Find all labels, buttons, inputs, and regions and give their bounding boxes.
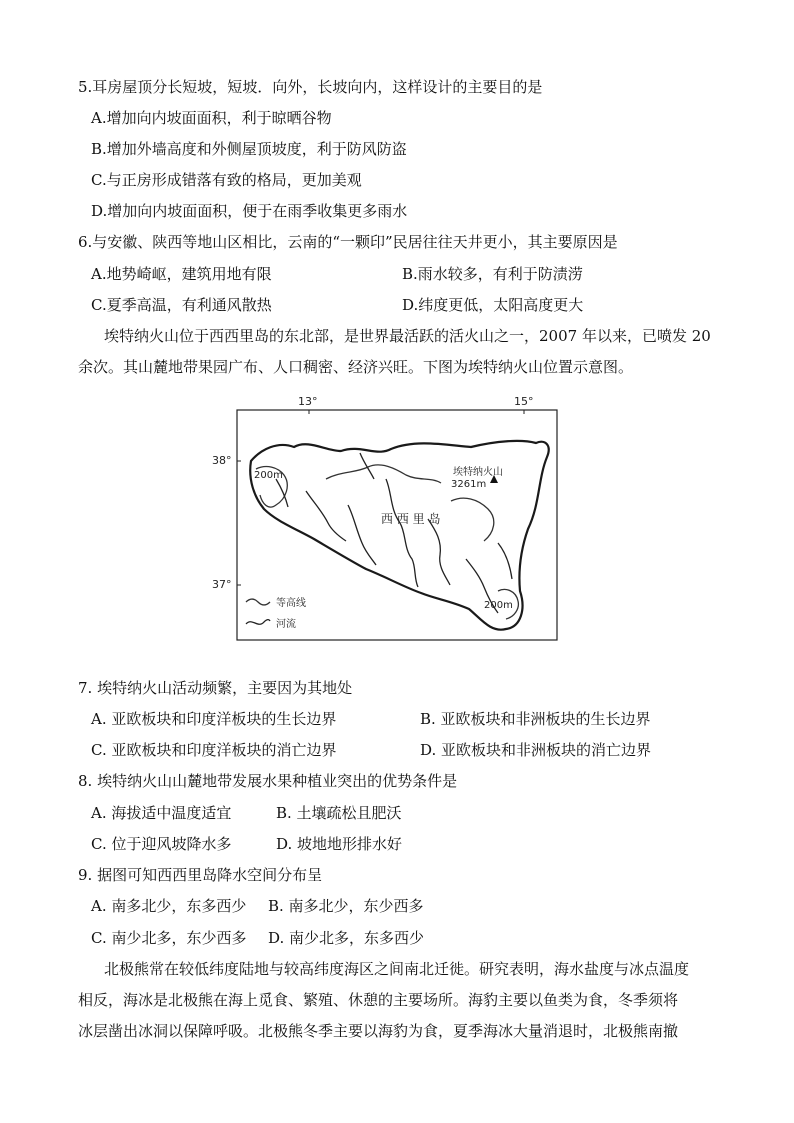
legend-river-icon bbox=[246, 620, 270, 625]
contour-line-central bbox=[326, 465, 441, 483]
q7-option-b: B. 亚欧板块和非洲板块的生长边界 bbox=[420, 710, 651, 728]
q7-option-a: A. 亚欧板块和印度洋板块的生长边界 bbox=[91, 710, 337, 728]
q7-option-c: C. 亚欧板块和印度洋板块的消亡边界 bbox=[91, 741, 337, 759]
q8-option-d: D. 坡地地形排水好 bbox=[276, 835, 403, 853]
map-contour-label-se: 200m bbox=[484, 600, 513, 611]
q5-stem: 5.耳房屋顶分长短坡，短坡．向外，长坡向内，这样设计的主要目的是 bbox=[78, 78, 543, 96]
river bbox=[428, 519, 450, 585]
map-volcano-name: 埃特纳火山 bbox=[453, 467, 503, 478]
q7-stem: 7. 埃特纳火山活动频繁，主要因为其地处 bbox=[78, 679, 353, 697]
q6-option-d: D.纬度更低，太阳高度更大 bbox=[402, 296, 584, 314]
map-lon-15: 15° bbox=[514, 395, 534, 408]
map-island-name: 西 西 里 岛 bbox=[381, 512, 441, 526]
q8-option-b: B. 土壤疏松且肥沃 bbox=[276, 804, 402, 822]
etna-location-map bbox=[212, 395, 558, 641]
polar-passage-line-3: 冰层凿出冰洞以保障呼吸。北极熊冬季主要以海豹为食，夏季海冰大量消退时，北极熊南撤 bbox=[78, 1022, 679, 1040]
map-svg bbox=[236, 409, 558, 655]
polar-passage-line-1: 北极熊常在较低纬度陆地与较高纬度海区之间南北迁徙。研究表明，海水盐度与冰点温度 bbox=[104, 960, 690, 978]
q8-option-c: C. 位于迎风坡降水多 bbox=[91, 835, 232, 853]
q5-option-a: A.增加向内坡面面积，利于晾晒谷物 bbox=[91, 109, 332, 127]
q9-stem: 9. 据图可知西西里岛降水空间分布呈 bbox=[78, 866, 323, 884]
q5-option-c: C.与正房形成错落有致的格局，更加美观 bbox=[91, 171, 362, 189]
map-lat-37: 37° bbox=[212, 578, 232, 591]
river bbox=[306, 491, 346, 541]
map-lat-38: 38° bbox=[212, 454, 232, 467]
river bbox=[348, 505, 376, 565]
q8-stem: 8. 埃特纳火山山麓地带发展水果种植业突出的优势条件是 bbox=[78, 772, 458, 790]
contour-line-east bbox=[451, 498, 494, 541]
q9-option-c: C. 南少北多，东少西多 bbox=[91, 929, 247, 947]
q8-option-a: A. 海拔适中温度适宜 bbox=[91, 804, 232, 822]
etna-passage-line-2: 余次。其山麓地带果园广布、人口稠密、经济兴旺。下图为埃特纳火山位置示意图。 bbox=[78, 358, 634, 376]
etna-passage-line-1: 埃特纳火山位于西西里岛的东北部，是世界最活跃的活火山之一，2007 年以来，已喷发 20 bbox=[104, 327, 711, 345]
map-contour-label-nw: 200m bbox=[254, 470, 283, 481]
q9-option-d: D. 南少北多，东多西少 bbox=[268, 929, 425, 947]
q6-option-c: C.夏季高温，有利通风散热 bbox=[91, 296, 272, 314]
q6-option-b: B.雨水较多，有利于防渍涝 bbox=[402, 265, 583, 283]
q6-stem: 6.与安徽、陕西等地山区相比，云南的“一颗印”民居往往天井更小，其主要原因是 bbox=[78, 233, 618, 251]
river bbox=[498, 543, 512, 579]
legend-contour-icon bbox=[246, 599, 270, 605]
q5-option-b: B.增加外墙高度和外侧屋顶坡度，利于防风防盗 bbox=[91, 140, 407, 158]
legend-contour-label: 等高线 bbox=[276, 598, 306, 609]
q5-option-d: D.增加向内坡面面积，便于在雨季收集更多雨水 bbox=[91, 202, 408, 220]
map-volcano-elevation: 3261m bbox=[451, 479, 487, 490]
river bbox=[386, 479, 418, 587]
q6-option-a: A.地势崎岖，建筑用地有限 bbox=[91, 265, 272, 283]
polar-passage-line-2: 相反，海冰是北极熊在海上觅食、繁殖、休憩的主要场所。海豹主要以鱼类为食，冬季须将 bbox=[78, 991, 679, 1009]
q7-option-d: D. 亚欧板块和非洲板块的消亡边界 bbox=[420, 741, 652, 759]
q9-option-a: A. 南多北少，东多西少 bbox=[91, 897, 247, 915]
q9-option-b: B. 南多北少，东少西多 bbox=[268, 897, 424, 915]
legend-river-label: 河流 bbox=[276, 619, 296, 630]
map-lon-13: 13° bbox=[298, 395, 318, 408]
